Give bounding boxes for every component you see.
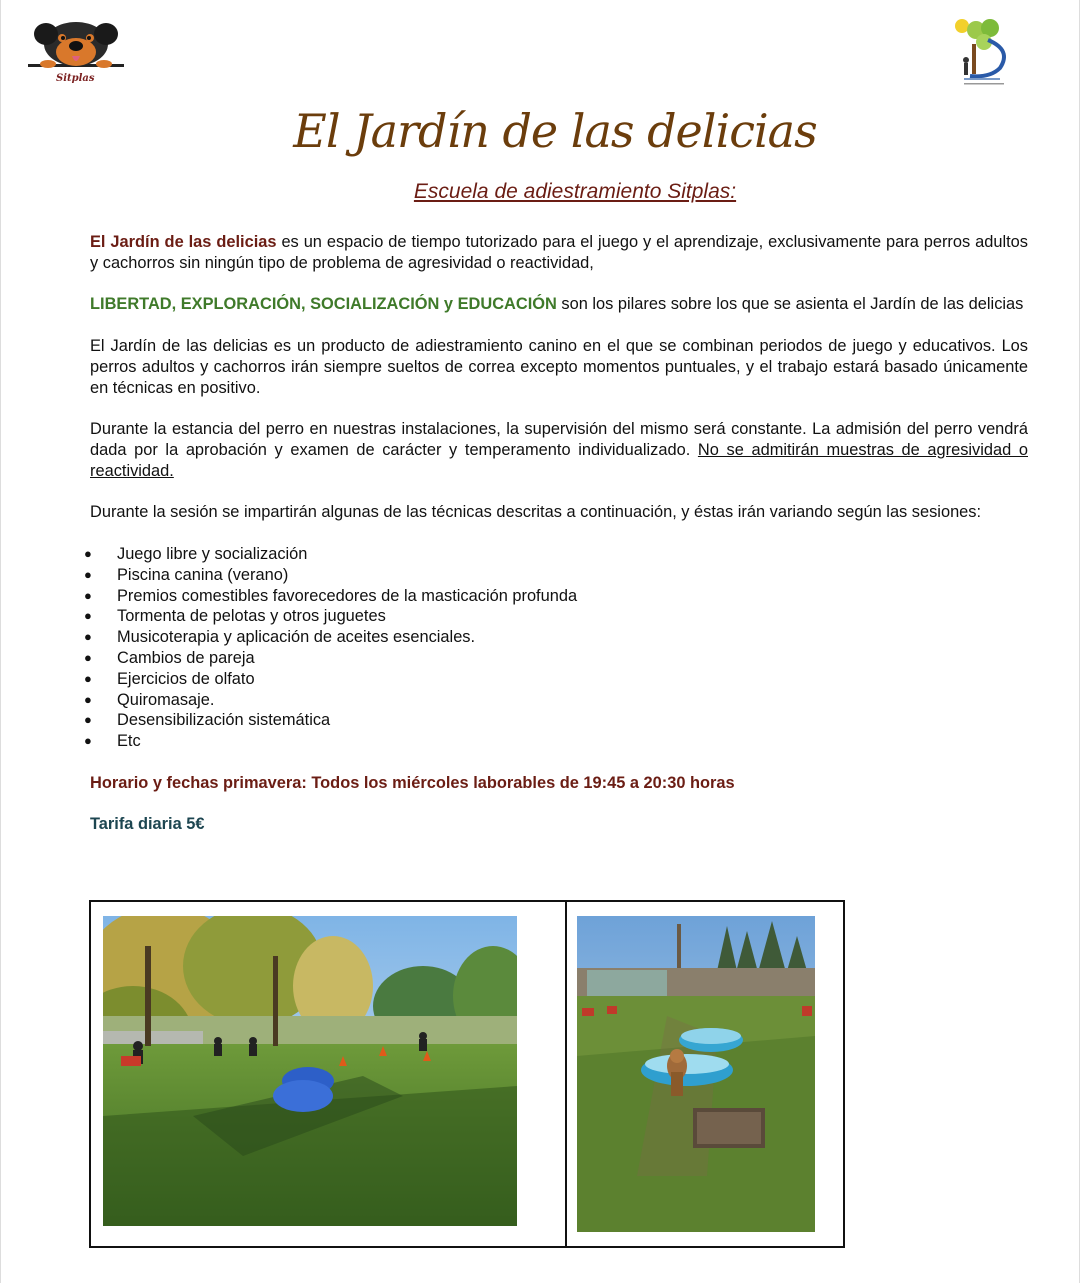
list-item: ● Tormenta de pelotas y otros juguetes xyxy=(84,607,386,626)
logo-left-text: Sitplas xyxy=(56,73,95,84)
list-item: ● Cambios de pareja xyxy=(84,648,255,667)
bullet-dot: ● xyxy=(84,649,92,665)
admission-warning: No se admitirán muestras de agresividad o reactividad. xyxy=(90,440,1028,480)
table-divider xyxy=(565,902,567,1246)
techniques-intro-paragraph: Durante la sesión se impartirán algunas de las técnicas descritas a continuación, y éstas irán variando según las sesiones: xyxy=(90,503,982,522)
list-item: ● Ejercicios de olfato xyxy=(84,669,255,688)
bullet-dot: ● xyxy=(84,691,92,707)
list-item: ● Musicoterapia y aplicación de aceites esenciales. xyxy=(84,628,476,647)
bullet-dot: ● xyxy=(84,545,92,561)
pillars-highlight: LIBERTAD, EXPLORACIÓN, SOCIALIZACIÓN y EDUCACIÓN xyxy=(90,295,557,314)
description-paragraph: El Jardín de las delicias es un producto de adiestramiento canino en el que se combinan periodos de juego y educativos. Los perros adultos y cachorros irán siempre sueltos de correa excepto momentos puntuales, y el trabajo estará basado únicamente en técnicas en positivo. xyxy=(90,336,1028,397)
list-item: ● Quiromasaje. xyxy=(84,690,215,709)
bullet-dot: ● xyxy=(84,566,92,582)
pillars-text: son los pilares sobre los que se asienta el Jardín de las delicias xyxy=(556,295,1024,314)
bullet-dot: ● xyxy=(84,733,92,749)
bullet-dot: ● xyxy=(84,670,92,686)
bullet-dot: ● xyxy=(84,587,92,603)
pool-photo xyxy=(577,916,815,1232)
list-item: ● Juego libre y socialización xyxy=(84,544,308,563)
tree-family-logo-icon xyxy=(950,16,1016,88)
list-item: ● Premios comestibles favorecedores de la masticación profunda xyxy=(84,586,578,605)
schedule-text: Horario y fechas primavera: Todos los miércoles laborables de 19:45 a 20:30 horas xyxy=(90,773,735,792)
photo-table xyxy=(89,900,845,1248)
intro-text: es un espacio de tiempo tutorizado para el juego y el aprendizaje, exclusivamente para perros adultos y cachorros sin ningún tipo de problema de agresividad o reactividad, xyxy=(90,233,1028,272)
techniques-list xyxy=(84,544,1028,752)
list-item: ● Etc xyxy=(84,732,141,751)
bullet-dot: ● xyxy=(84,608,92,624)
page-title: El Jardín de las delicias xyxy=(293,104,817,158)
supervision-text: Durante la estancia del perro en nuestras instalaciones, la supervisión del mismo será constante. La admisión del perro vendrá dada por la aprobación y examen de carácter y temperamento individualizado. xyxy=(90,420,1028,459)
intro-highlight: El Jardín de las delicias xyxy=(90,233,277,251)
supervision-paragraph xyxy=(90,419,1028,481)
park-photo xyxy=(103,916,517,1226)
page-subtitle: Escuela de adiestramiento Sitplas: xyxy=(413,180,737,203)
list-item: ● Piscina canina (verano) xyxy=(84,565,289,584)
bullet-dot: ● xyxy=(84,629,92,645)
list-item: ● Desensibilización sistemática xyxy=(84,711,331,730)
intro-paragraph xyxy=(90,232,1028,274)
pillars-paragraph xyxy=(90,294,1028,315)
price-text: Tarifa diaria 5€ xyxy=(90,815,205,834)
bullet-dot: ● xyxy=(84,712,92,728)
document-body xyxy=(84,232,1028,856)
